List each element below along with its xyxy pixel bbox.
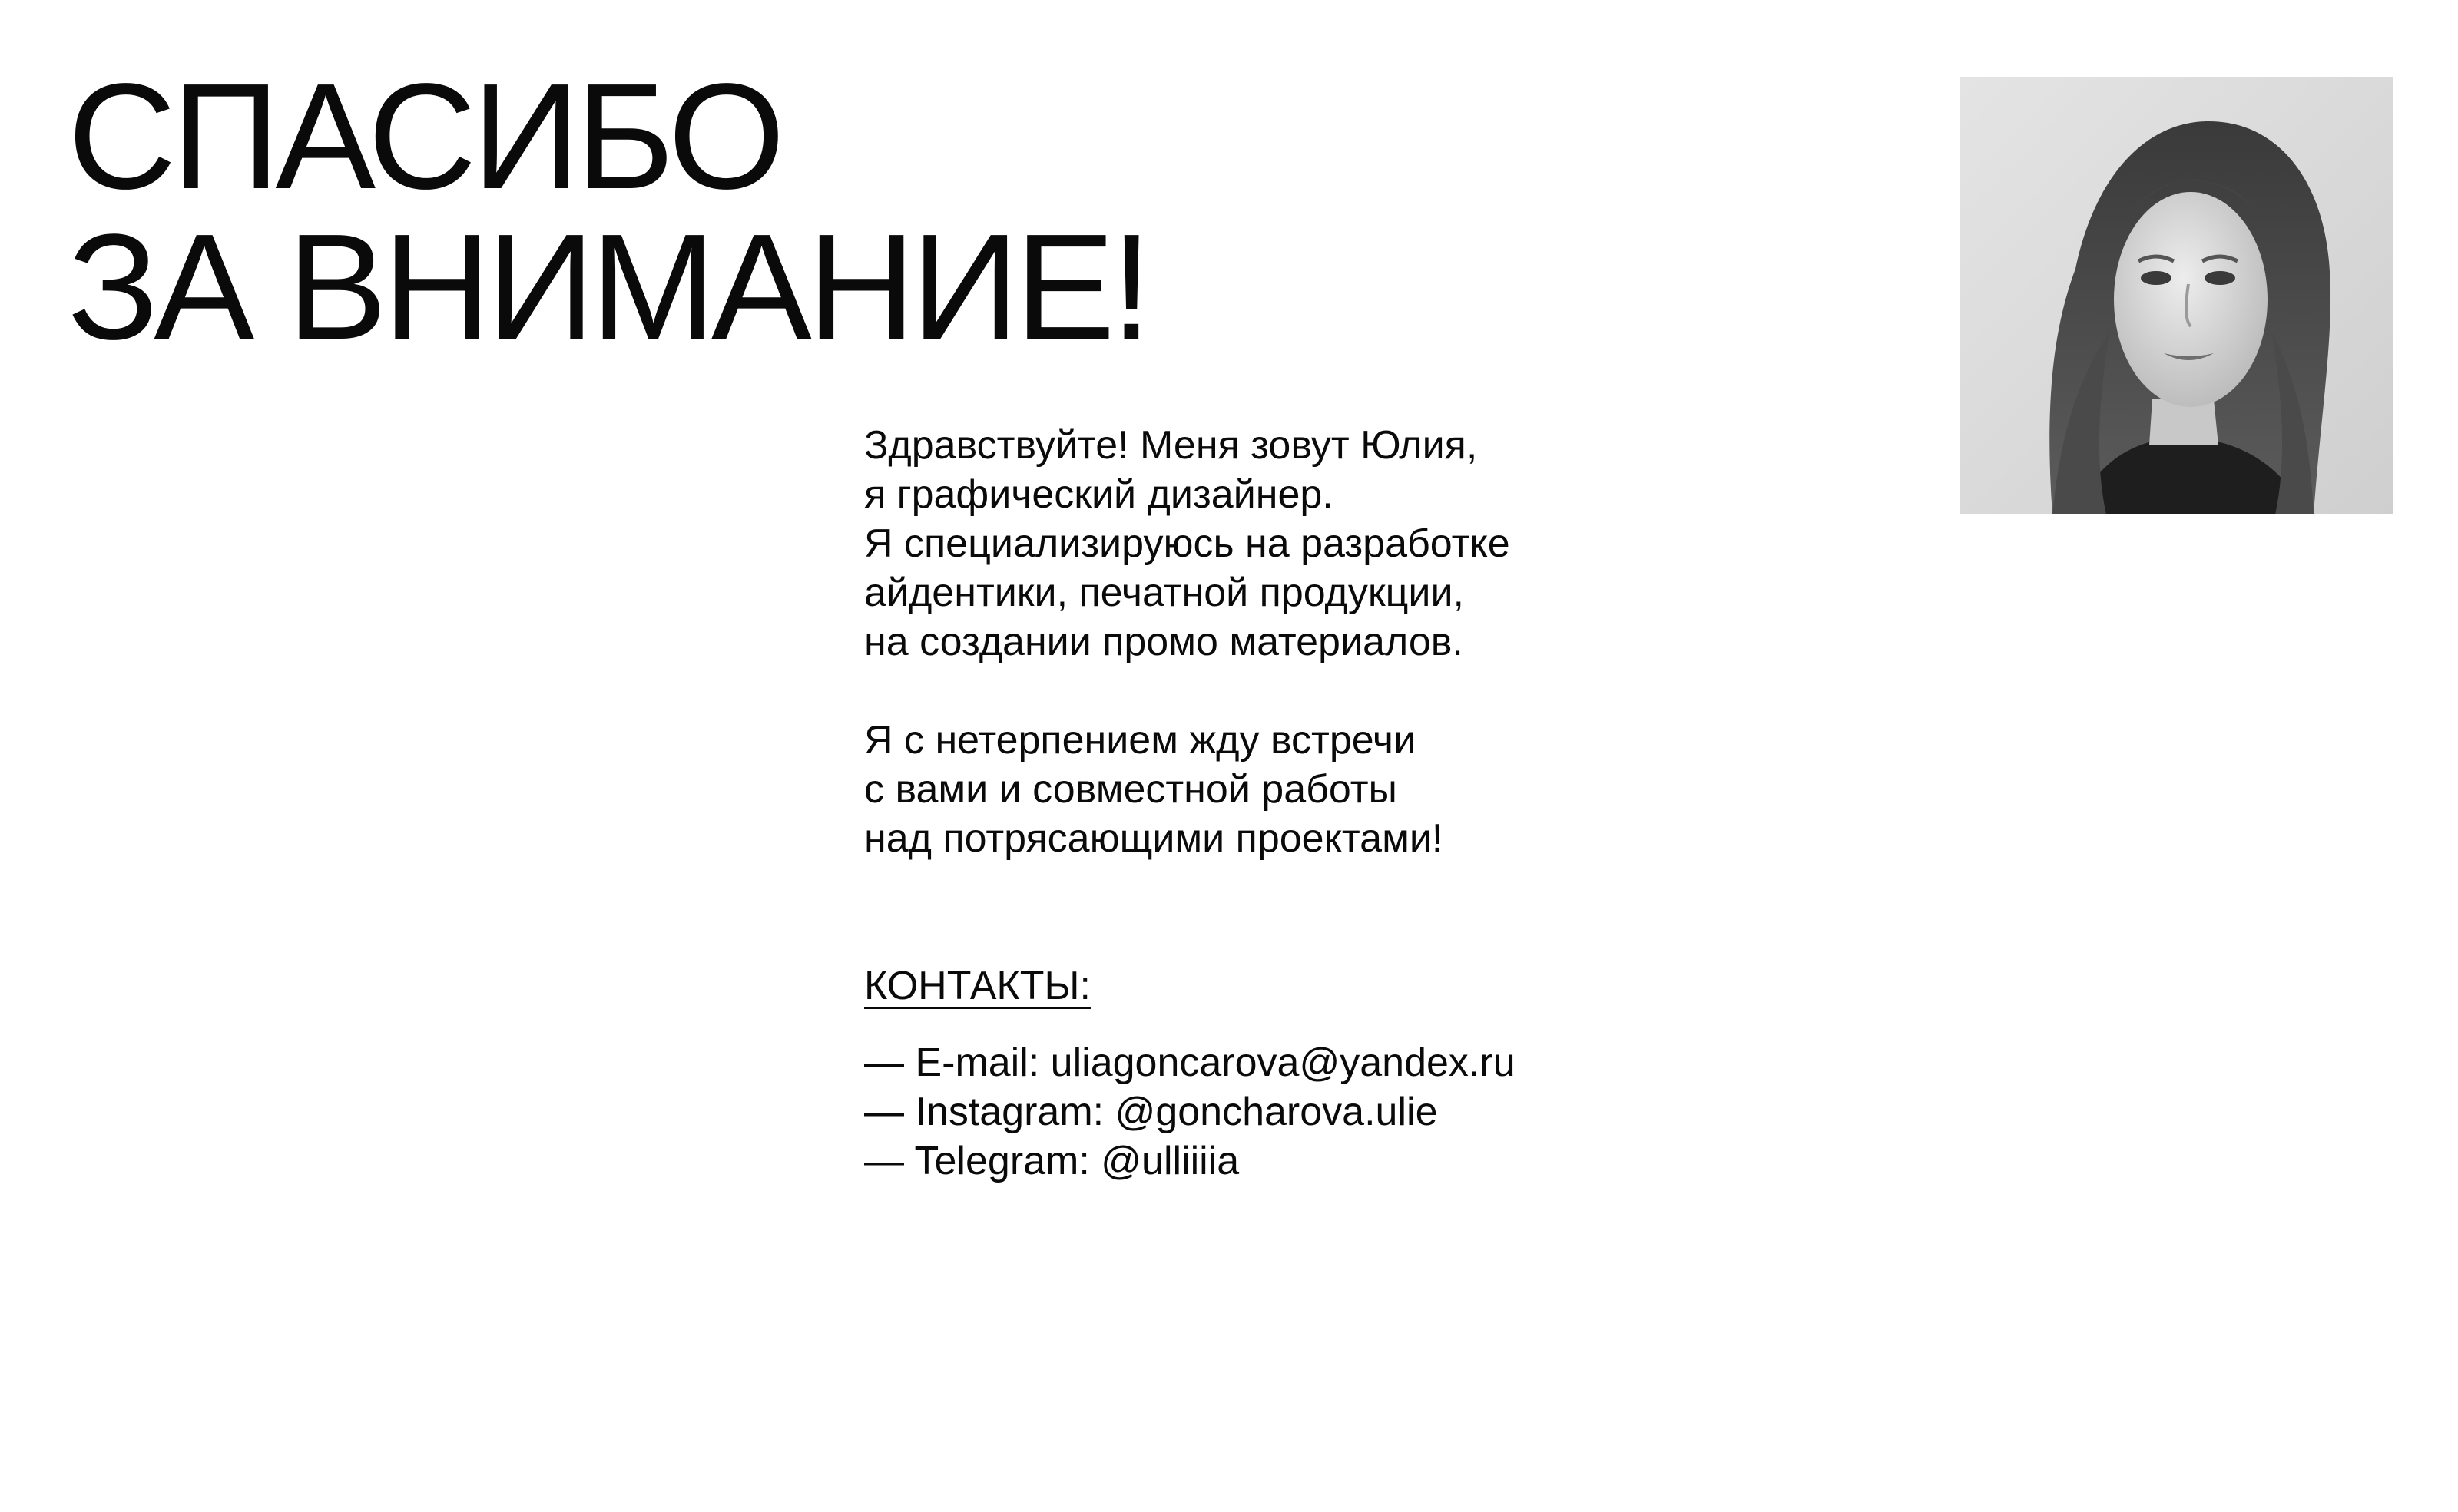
intro-line: Я специализируюсь на разработке: [864, 521, 1510, 566]
closing-line: Я с нетерпением жду встречи: [864, 718, 1416, 763]
contacts-heading: КОНТАКТЫ:: [864, 964, 1091, 1008]
intro-line: на создании промо материалов.: [864, 620, 1463, 664]
title-line-1: СПАСИБО: [68, 52, 781, 220]
portrait-image: [1960, 77, 2393, 514]
intro-line: я графический дизайнер.: [864, 472, 1333, 517]
closing-line: с вами и совместной работы: [864, 767, 1397, 812]
closing-paragraph: [864, 716, 1632, 863]
intro-line: Здравствуйте! Меня зовут Юлия,: [864, 423, 1478, 468]
closing-line: над потрясающими проектами!: [864, 816, 1443, 861]
contact-instagram: — Instagram: @goncharova.ulie: [864, 1090, 1438, 1134]
intro-line: айдентики, печатной продукции,: [864, 571, 1464, 615]
contact-email: — E-mail: uliagoncarova@yandex.ru: [864, 1041, 1516, 1085]
about-section: [864, 421, 1632, 1186]
contact-list: [864, 1038, 1632, 1186]
contact-telegram: — Telegram: @ulliiiia: [864, 1139, 1240, 1183]
page-title: [68, 52, 1148, 371]
title-line-2: ЗА ВНИМАНИЕ!: [68, 203, 1148, 371]
portrait-photo: [1960, 77, 2393, 514]
intro-paragraph: [864, 421, 1632, 667]
